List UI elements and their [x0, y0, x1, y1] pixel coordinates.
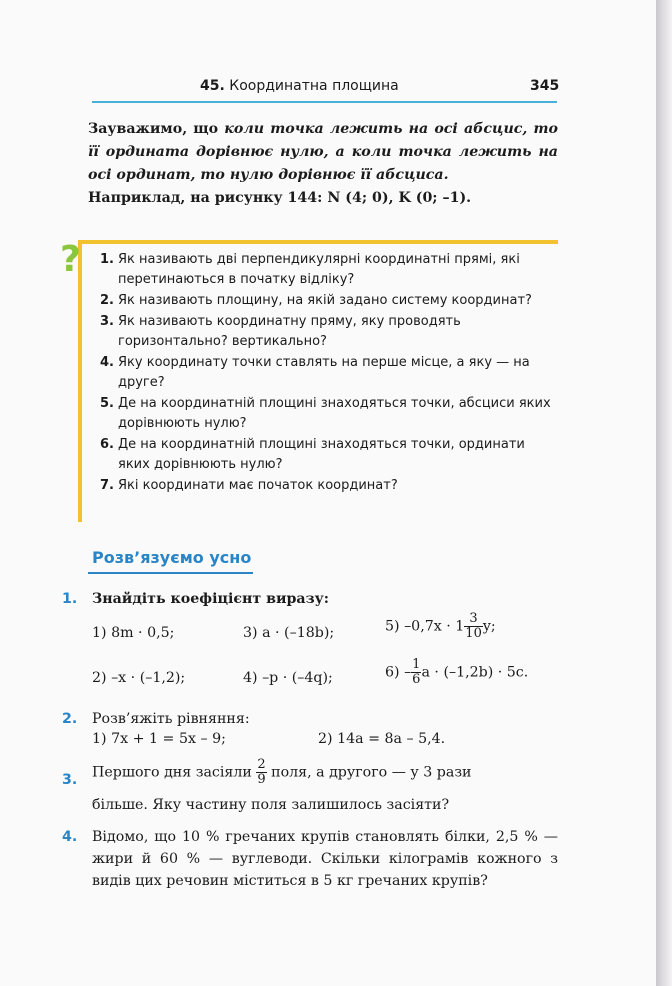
task-number: 3.: [62, 772, 78, 788]
intro-p1: Зауважимо, що коли точка лежить на осі абсцис, то її ордината дорівнює нулю, а коли точка лежить на осі ординат, то нулю дорівнює її абсциса.: [88, 121, 558, 183]
header-rule: [92, 101, 557, 103]
intro-paragraph: [88, 118, 558, 210]
intro-emphasis: коли точка лежить на осі абсцис, то її ордината дорівнює нулю, а коли точка лежить на осі ординат, то нулю дорівнює її абсциса.: [88, 121, 558, 183]
question-item: 7. Які координати має початок координат?: [100, 478, 398, 493]
running-header: [200, 78, 399, 94]
task-3-line-2: більше. Яку частину поля залишилось засіяти?: [92, 797, 450, 813]
task-4: [62, 826, 562, 916]
task-2-item-2: 2) 14a = 8a – 5,4.: [318, 731, 446, 747]
question-mark-icon: ?: [60, 239, 81, 280]
task-1-item-5: 5) –0,7x · 1 $\frac{3}{10}$ y;: [385, 611, 496, 641]
intro-p2: Наприклад, на рисунку 144: N (4; 0), K (0; –1).: [88, 190, 472, 206]
task-1-item-3: 3) a · (–18b);: [243, 625, 335, 641]
question-item: 2. Як називають площину, на якій задано систему координат?: [100, 293, 532, 308]
task-number: 2.: [62, 711, 78, 727]
questions-list: [100, 250, 560, 497]
fraction: $\frac{3}{10}$: [465, 611, 482, 641]
questions-box-left-bar: [78, 240, 82, 522]
section-heading: Розв’язуємо усно: [92, 548, 252, 567]
task-1-title: Знайдіть коефіцієнт виразу:: [92, 591, 329, 607]
questions-box-top-bar: [78, 240, 558, 244]
task-1-item-6: 6) – $\frac{1}{6}$ a · (–1,2b) · 5c.: [385, 657, 529, 687]
fraction: $\frac{2}{9}$: [257, 757, 266, 787]
question-item: 5. Де на координатній площині знаходяться точки, абсциси яких дорівнюють нулю?: [100, 396, 551, 431]
question-item: 1. Як називають дві перпендикулярні координатні прямі, які перетинаються в початку відліку?: [100, 252, 520, 287]
task-1-item-1: 1) 8m · 0,5;: [92, 625, 175, 641]
section-number: 45.: [200, 78, 225, 94]
question-item: 4. Яку координату точки ставлять на перше місце, а яку — на друге?: [100, 355, 530, 390]
section-heading-underline: [88, 572, 253, 574]
page-number: 345: [530, 78, 560, 94]
task-1-item-4: 4) –p · (–4q);: [243, 670, 333, 686]
question-item: 6. Де на координатній площині знаходяться точки, ординати яких дорівнюють нулю?: [100, 437, 525, 472]
task-4-text: Відомо, що 10 % гречаних крупів становлять білки, 2,5 % — жири й 60 % — вуглеводи. Скільки кілограмів кожного з видів цих речовин міститься в 5 кг гречаних крупів?: [92, 829, 558, 889]
task-2-title: Розв’яжіть рівняння:: [92, 711, 250, 727]
task-2-item-1: 1) 7x + 1 = 5x – 9;: [92, 731, 226, 747]
section-title-header: Координатна площина: [229, 78, 399, 94]
question-item: 3. Як називають координатну пряму, яку проводять горизонтально? вертикально?: [100, 314, 461, 349]
task-1-item-2: 2) –x · (–1,2);: [92, 670, 186, 686]
task-3-line-1: Першого дня засіяли $\frac{2}{9}$ поля, а другого — у 3 рази: [92, 757, 472, 787]
page-edge: [656, 0, 672, 986]
fraction: $\frac{1}{6}$: [412, 657, 421, 687]
task-number: 1.: [62, 591, 78, 607]
task-number: 4.: [62, 829, 78, 845]
